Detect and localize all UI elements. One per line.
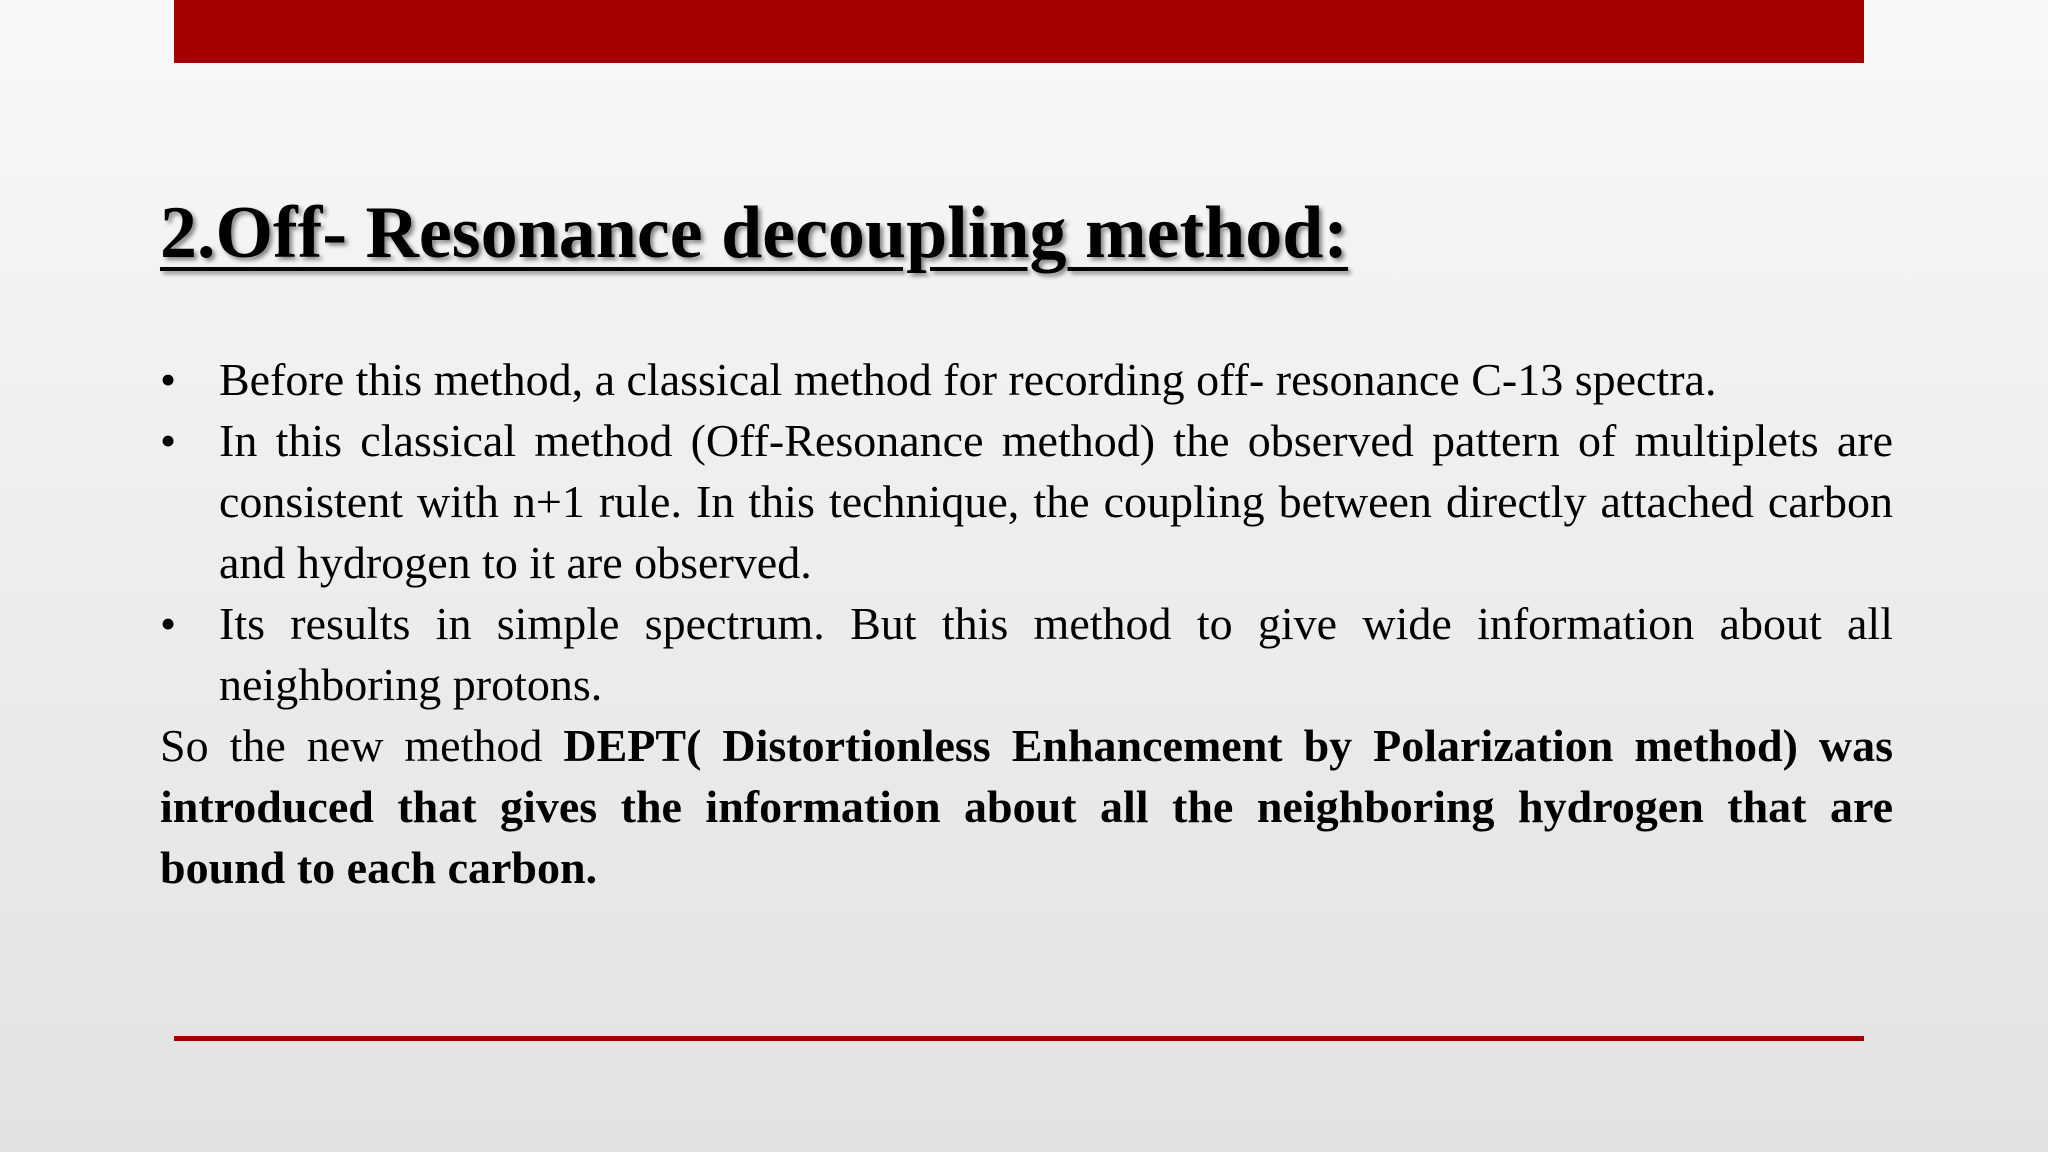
slide-content [160,349,1893,898]
bullet-icon: • [160,354,177,405]
bullet-item [160,349,1893,410]
bottom-divider [174,1036,1864,1041]
slide-title: 2.Off- Resonance decoupling method: [160,192,1349,274]
bullet-text: Its results in simple spectrum. But this method to give wide information about all neighboring protons. [219,598,1893,710]
conclusion-lead: So the new method [160,720,564,771]
bullet-list [160,349,1893,715]
bullet-item [160,410,1893,593]
top-accent-bar [174,0,1864,63]
bullet-text: Before this method, a classical method for recording off- resonance C-13 spectra. [219,354,1717,405]
conclusion-emphasis: DEPT( Distortionless Enhancement by Polarization method) was introduced that gives the information about all the neighboring hydrogen that are bound to each carbon. [160,720,1893,893]
bullet-text: In this classical method (Off-Resonance method) the observed pattern of multiplets are consistent with n+1 rule. In this technique, the coupling between directly attached carbon and hydrogen to it are observed. [219,415,1893,588]
bullet-icon: • [160,598,177,649]
bullet-item [160,593,1893,715]
conclusion-paragraph [160,715,1893,898]
bullet-icon: • [160,415,177,466]
